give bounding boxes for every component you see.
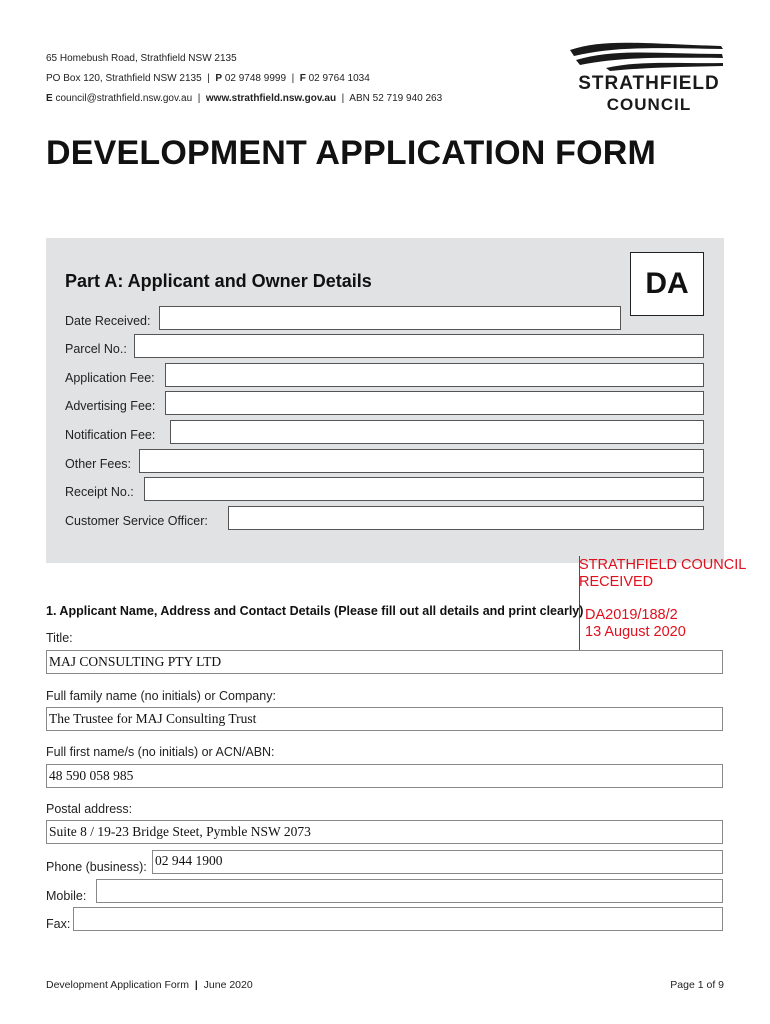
fax-field[interactable] — [73, 907, 723, 931]
other-fees-row — [65, 449, 705, 473]
fax-number: 02 9764 1034 — [308, 73, 370, 84]
mobile-field[interactable] — [96, 879, 723, 903]
stamp-received: RECEIVED — [579, 574, 654, 590]
first-name-field[interactable]: 48 590 058 985 — [46, 764, 723, 788]
family-name-field[interactable]: The Trustee for MAJ Consulting Trust — [46, 707, 723, 731]
logo-text-council: COUNCIL — [606, 95, 692, 114]
date-received-field[interactable] — [159, 306, 621, 330]
other-fees-field[interactable] — [139, 449, 704, 473]
mobile-label: Mobile: — [46, 889, 87, 903]
fax-label: F — [299, 73, 306, 84]
footer-left — [46, 979, 253, 991]
address-line-3 — [46, 93, 442, 104]
family-name-label: Full family name (no initials) or Company: — [46, 689, 276, 703]
receipt-no-row — [65, 477, 705, 501]
section-1-title: 1. Applicant Name, Address and Contact Details (Please fill out all details and print clearly) — [46, 604, 584, 618]
separator: | — [291, 73, 295, 84]
website-link[interactable]: www.strathfield.nsw.gov.au — [205, 93, 337, 104]
parcel-no-row — [65, 334, 705, 358]
customer-service-officer-field[interactable] — [228, 506, 704, 530]
po-box: PO Box 120, Strathfield NSW 2135 — [46, 73, 202, 84]
strathfield-council-logo — [566, 40, 726, 114]
phone-label: P — [215, 73, 223, 84]
notification-fee-label: Notification Fee: — [65, 428, 156, 442]
address-line-1: 65 Homebush Road, Strathfield NSW 2135 — [46, 53, 237, 64]
parcel-no-field[interactable] — [134, 334, 704, 358]
notification-fee-row — [65, 420, 705, 444]
footer-date: June 2020 — [203, 979, 253, 991]
abn: ABN 52 719 940 263 — [349, 93, 443, 104]
da-badge: DA — [630, 252, 704, 316]
stamp-date: 13 August 2020 — [585, 624, 686, 640]
address-line-2 — [46, 73, 370, 84]
receipt-no-field[interactable] — [144, 477, 704, 501]
parcel-no-label: Parcel No.: — [65, 342, 127, 356]
other-fees-label: Other Fees: — [65, 457, 131, 471]
phone-business-label: Phone (business): — [46, 860, 147, 874]
part-a-panel — [46, 238, 724, 563]
notification-fee-field[interactable] — [170, 420, 704, 444]
separator: | — [341, 93, 345, 104]
footer-separator: | — [194, 979, 198, 991]
separator: | — [207, 73, 210, 84]
title-field[interactable]: MAJ CONSULTING PTY LTD — [46, 650, 723, 674]
page-title: DEVELOPMENT APPLICATION FORM — [46, 134, 657, 172]
application-fee-label: Application Fee: — [65, 371, 155, 385]
stamp-da-number: DA2019/188/2 — [585, 607, 678, 623]
phone-number: 02 9748 9999 — [224, 73, 286, 84]
advertising-fee-row — [65, 391, 705, 415]
postal-address-field[interactable]: Suite 8 / 19-23 Bridge Steet, Pymble NSW 2073 — [46, 820, 723, 844]
customer-service-officer-row — [65, 506, 705, 530]
page-number: Page 1 of 9 — [670, 979, 724, 991]
application-fee-row — [65, 363, 705, 387]
separator: | — [197, 93, 201, 104]
footer-form-name: Development Application Form — [46, 979, 189, 991]
date-received-row — [65, 306, 625, 330]
advertising-fee-label: Advertising Fee: — [65, 399, 156, 413]
email-link[interactable]: council@strathfield.nsw.gov.au — [55, 93, 193, 104]
advertising-fee-field[interactable] — [165, 391, 704, 415]
fax-label: Fax: — [46, 917, 71, 931]
first-name-label: Full first name/s (no initials) or ACN/ABN: — [46, 745, 275, 759]
receipt-no-label: Receipt No.: — [65, 485, 134, 499]
customer-service-officer-label: Customer Service Officer: — [65, 514, 208, 528]
logo-text-strathfield: STRATHFIELD — [578, 73, 720, 94]
postal-address-label: Postal address: — [46, 802, 133, 816]
part-a-title: Part A: Applicant and Owner Details — [65, 271, 372, 291]
date-received-label: Date Received: — [65, 314, 151, 328]
wave-icon — [566, 40, 726, 74]
email-label: E — [46, 93, 53, 104]
stamp-council: STRATHFIELD COUNCIL — [579, 557, 747, 573]
title-label: Title: — [46, 631, 73, 645]
phone-business-field[interactable]: 02 944 1900 — [152, 850, 723, 874]
application-fee-field[interactable] — [165, 363, 704, 387]
